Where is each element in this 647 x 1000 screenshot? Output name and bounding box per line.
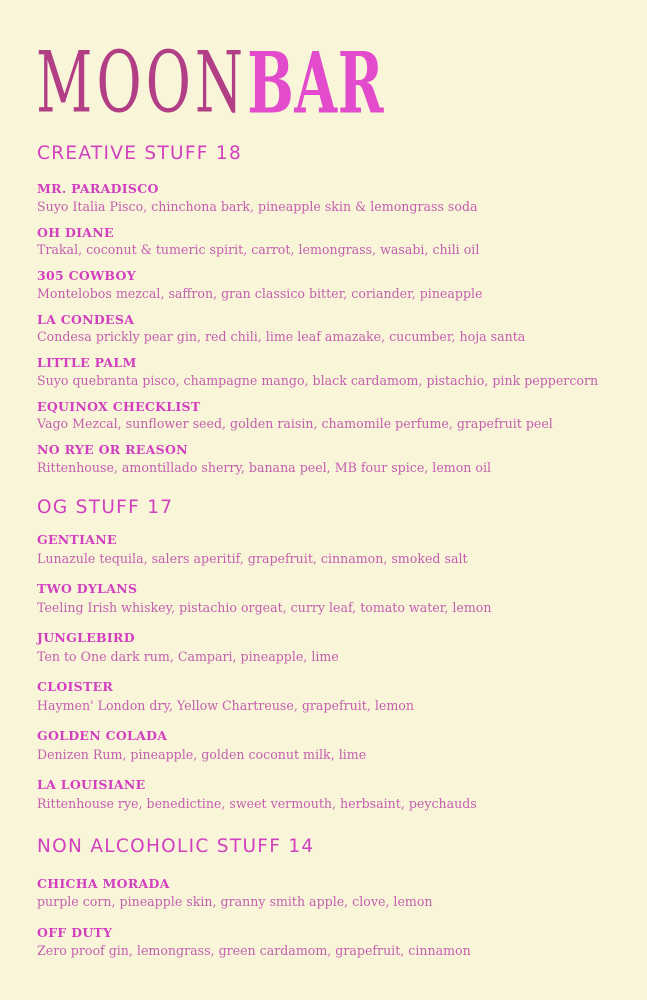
menu-item-name: LA CONDESA <box>37 312 135 327</box>
moonbar-logo <box>36 33 385 133</box>
menu-item-desc: Rittenhouse rye, benedictine, sweet vermouth, herbsaint, peychauds <box>37 796 477 811</box>
menu-item-desc: Denizen Rum, pineapple, golden coconut milk, lime <box>37 747 367 762</box>
section-title-non-alcoholic: NON ALCOHOLIC STUFF 14 <box>37 836 315 857</box>
menu-item-desc: Trakal, coconut & tumeric spirit, carrot, lemongrass, wasabi, chili oil <box>37 242 480 257</box>
section-title-creative: CREATIVE STUFF 18 <box>37 143 243 164</box>
menu-item-desc: Haymen' London dry, Yellow Chartreuse, grapefruit, lemon <box>37 698 414 713</box>
logo-bar-text: BAR <box>247 33 385 133</box>
menu-item-desc: Vago Mezcal, sunflower seed, golden raisin, chamomile perfume, grapefruit peel <box>37 416 553 431</box>
menu-item-name: LA LOUISIANE <box>37 777 146 792</box>
logo-moon-text: MOON <box>36 33 248 132</box>
menu-item-name: OFF DUTY <box>37 925 113 940</box>
menu-item-name: TWO DYLANS <box>37 581 138 596</box>
menu-item-name: JUNGLEBIRD <box>37 630 135 645</box>
menu-item-desc: Montelobos mezcal, saffron, gran classico bitter, coriander, pineapple <box>37 286 483 301</box>
menu-item-name: 305 COWBOY <box>37 268 136 283</box>
menu-item-name: CHICHA MORADA <box>37 876 170 891</box>
menu-item-name: MR. PARADISCO <box>37 181 159 196</box>
menu-item-desc: Suyo Italia Pisco, chinchona bark, pineapple skin & lemongrass soda <box>37 199 478 214</box>
menu-item-desc: purple corn, pineapple skin, granny smith apple, clove, lemon <box>37 894 433 909</box>
menu-item-name: CLOISTER <box>37 679 114 694</box>
menu-item-desc: Teeling Irish whiskey, pistachio orgeat, curry leaf, tomato water, lemon <box>37 600 492 615</box>
menu-item-desc: Rittenhouse, amontillado sherry, banana peel, MB four spice, lemon oil <box>37 460 492 475</box>
menu-item-name: NO RYE OR REASON <box>37 442 188 457</box>
menu-item-desc: Condesa prickly pear gin, red chili, lime leaf amazake, cucumber, hoja santa <box>37 329 526 344</box>
menu-item-desc: Suyo quebranta pisco, champagne mango, black cardamom, pistachio, pink peppercorn <box>37 373 599 388</box>
menu-item-name: LITTLE PALM <box>37 355 137 370</box>
menu-item-name: GENTIANE <box>37 532 117 547</box>
section-title-og: OG STUFF 17 <box>37 497 174 518</box>
menu-item-name: GOLDEN COLADA <box>37 728 168 743</box>
menu-item-desc: Zero proof gin, lemongrass, green cardamom, grapefruit, cinnamon <box>37 943 471 958</box>
menu-item-desc: Lunazule tequila, salers aperitif, grapefruit, cinnamon, smoked salt <box>37 551 468 566</box>
menu-item-name: OH DIANE <box>37 225 114 240</box>
menu-item-desc: Ten to One dark rum, Campari, pineapple, lime <box>37 649 339 664</box>
menu-item-name: EQUINOX CHECKLIST <box>37 399 201 414</box>
